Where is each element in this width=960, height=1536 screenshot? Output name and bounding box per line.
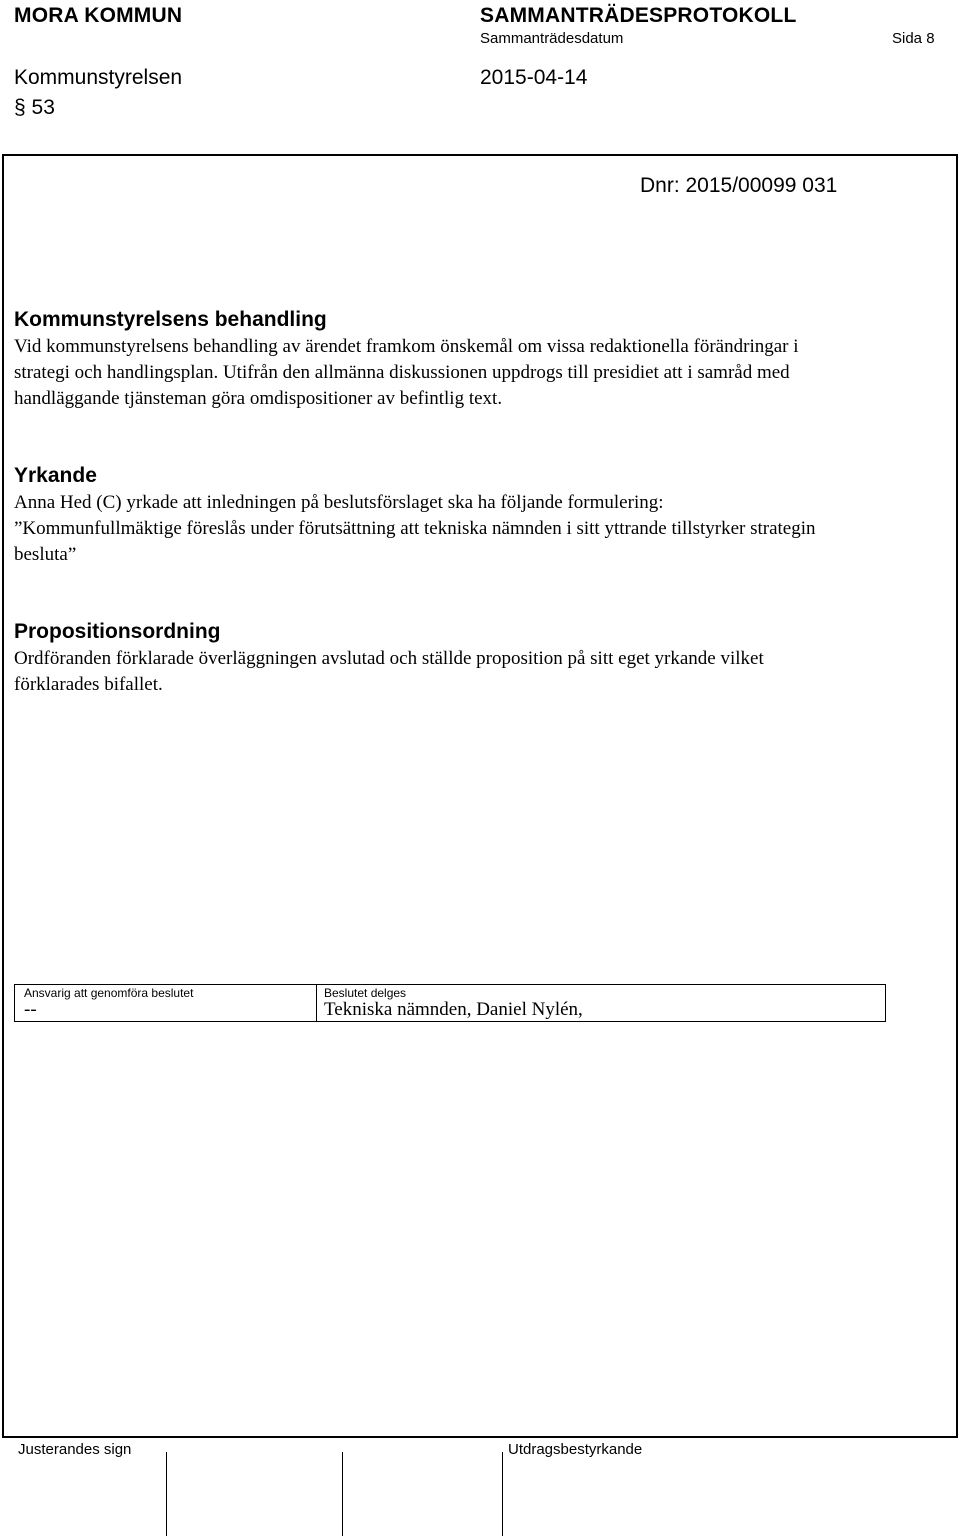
organization-name: MORA KOMMUN	[14, 4, 183, 27]
extract-certification-label: Utdragsbestyrkande	[508, 1441, 643, 1458]
text-line: Vid kommunstyrelsens behandling av ärendet framkom önskemål om vissa redaktionella förändringar i	[14, 336, 799, 357]
diary-number: Dnr: 2015/00099 031	[640, 174, 838, 197]
committee-name: Kommunstyrelsen	[14, 66, 183, 89]
signature-box-divider	[342, 1452, 343, 1536]
section-text-treatment	[14, 334, 954, 412]
text-line: ”Kommunfullmäktige föreslås under förutsättning att tekniska nämnden i sitt yttrande tillstyrker strategin	[14, 518, 816, 539]
responsible-value: --	[24, 999, 37, 1020]
meeting-date-label: Sammanträdesdatum	[480, 30, 624, 47]
signature-box-divider	[502, 1452, 503, 1536]
responsible-label: Ansvarig att genomföra beslutet	[24, 986, 194, 1000]
document-type: SAMMANTRÄDESPROTOKOLL	[480, 4, 797, 27]
signature-label: Justerandes sign	[18, 1441, 132, 1458]
text-line: förklarades bifallet.	[14, 674, 163, 695]
recipients-value: Tekniska nämnden, Daniel Nylén,	[324, 999, 583, 1020]
recipients-label: Beslutet delges	[324, 986, 407, 1000]
section-heading-treatment: Kommunstyrelsens behandling	[14, 308, 327, 331]
section-text-motion	[14, 490, 954, 568]
section-heading-proposition-order: Propositionsordning	[14, 620, 221, 643]
text-line: strategi och handlingsplan. Utifrån den allmänna diskussionen uppdrogs till presidiet att i samråd med	[14, 362, 790, 383]
text-line: besluta”	[14, 544, 77, 565]
signature-box-divider	[166, 1452, 167, 1536]
section-heading-motion: Yrkande	[14, 464, 97, 487]
paragraph-number: § 53	[14, 96, 55, 119]
text-line: Anna Hed (C) yrkade att inledningen på beslutsförslaget ska ha följande formulering:	[14, 492, 664, 513]
table-divider	[316, 984, 317, 1022]
page-number: Sida 8	[892, 30, 935, 47]
section-text-proposition-order	[14, 646, 954, 698]
footer-rule	[2, 1436, 958, 1438]
text-line: handläggande tjänsteman göra omdispositioner av befintlig text.	[14, 388, 503, 409]
meeting-date: 2015-04-14	[480, 66, 588, 89]
text-line: Ordföranden förklarade överläggningen avslutad och ställde proposition på sitt eget yrkande vilket	[14, 648, 764, 669]
